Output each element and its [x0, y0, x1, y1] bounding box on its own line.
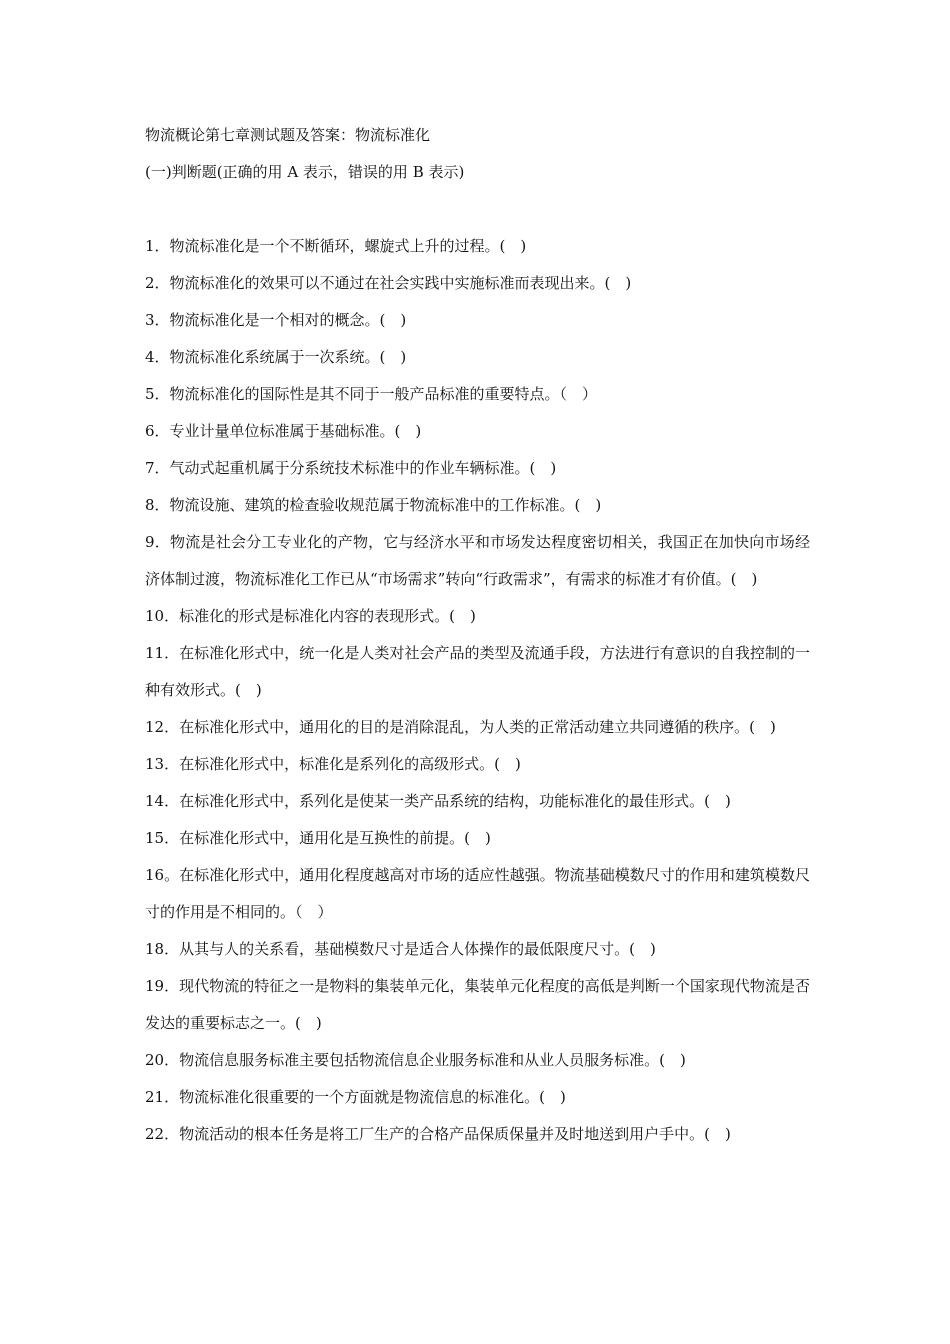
question-item: 19．现代物流的特征之一是物料的集装单元化，集装单元化程度的高低是判断一个国家现代物流是否发达的重要标志之一。( ) — [145, 977, 810, 1032]
document-page — [145, 117, 810, 1153]
question-item: 15．在标准化形式中，通用化是互换性的前提。( ) — [145, 829, 491, 847]
question-item: 14．在标准化形式中，系列化是使某一类产品系统的结构，功能标准化的最佳形式。( ) — [145, 792, 731, 810]
blank-line — [145, 191, 810, 228]
question-item: 21．物流标准化很重要的一个方面就是物流信息的标准化。( ) — [145, 1088, 566, 1106]
question-item: 6．专业计量单位标准属于基础标准。( ) — [145, 422, 422, 440]
section-heading: (一)判断题(正确的用 A 表示，错误的用 B 表示) — [145, 163, 465, 181]
question-item: 8．物流设施、建筑的检查验收规范属于物流标准中的工作标准。( ) — [145, 496, 602, 514]
question-item: 16。在标准化形式中，通用化程度越高对市场的适应性越强。物流基础模数尺寸的作用和建筑模数尺寸的作用是不相同的。（ ） — [145, 866, 810, 921]
question-item: 4．物流标准化系统属于一次系统。( ) — [145, 348, 407, 366]
question-item: 1．物流标准化是一个不断循环，螺旋式上升的过程。( ) — [145, 237, 527, 255]
question-item: 20．物流信息服务标准主要包括物流信息企业服务标准和从业人员服务标准。( ) — [145, 1051, 686, 1069]
question-item: 3．物流标准化是一个相对的概念。( ) — [145, 311, 407, 329]
question-item: 11．在标准化形式中，统一化是人类对社会产品的类型及流通手段，方法进行有意识的自我控制的一种有效形式。( ) — [145, 644, 810, 699]
question-item: 12．在标准化形式中，通用化的目的是消除混乱，为人类的正常活动建立共同遵循的秩序。( ) — [145, 718, 776, 736]
question-item: 18．从其与人的关系看，基础模数尺寸是适合人体操作的最低限度尺寸。( ) — [145, 940, 656, 958]
question-item: 7．气动式起重机属于分系统技术标准中的作业车辆标准。( ) — [145, 459, 557, 477]
question-item: 5．物流标准化的国际性是其不同于一般产品标准的重要特点。（ ） — [145, 385, 598, 403]
question-item: 10．标准化的形式是标准化内容的表现形式。( ) — [145, 607, 476, 625]
question-item: 22．物流活动的根本任务是将工厂生产的合格产品保质保量并及时地送到用户手中。( ) — [145, 1125, 731, 1143]
question-item: 13．在标准化形式中，标准化是系列化的高级形式。( ) — [145, 755, 521, 773]
question-item: 9．物流是社会分工专业化的产物，它与经济水平和市场发达程度密切相关，我国正在加快向市场经济体制过渡，物流标准化工作已从“市场需求”转向“行政需求”，有需求的标准才有价值。( ) — [145, 533, 810, 588]
document-title: 物流概论第七章测试题及答案：物流标准化 — [145, 126, 431, 144]
question-item: 2．物流标准化的效果可以不通过在社会实践中实施标准而表现出来。( ) — [145, 274, 632, 292]
question-list — [145, 228, 810, 1153]
